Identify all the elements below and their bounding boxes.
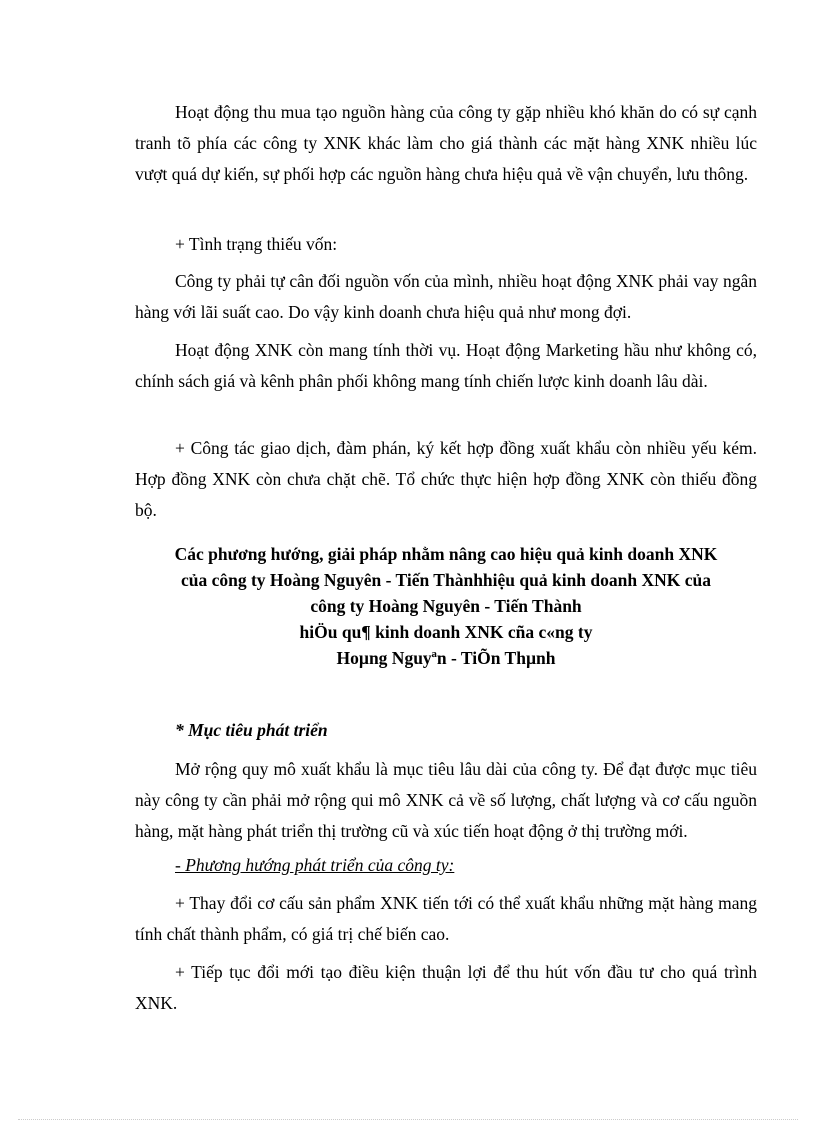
heading-line-2: của công ty Hoàng Nguyên - Tiến Thànhhiệu quả kinh doanh XNK của (180, 570, 712, 590)
page-bottom-rule (18, 1119, 798, 1120)
paragraph-seasonal-activity: Hoạt động XNK còn mang tính thời vụ. Hoạt động Marketing hầu như không có, chính sách giá và kênh phân phối không mang tính chiến lược kinh doanh lâu dài. (135, 340, 757, 391)
paragraph-capital-balance: Công ty phải tự cân đối nguồn vốn của mình, nhiều hoạt động XNK phải vay ngân hàng với lãi suất cao. Do vậy kinh doanh chưa hiệu quả như mong đợi. (135, 271, 757, 322)
paragraph-expand-export: Mở rộng quy mô xuất khẩu là mục tiêu lâu dài của công ty. Để đạt được mục tiêu này công ty cần phải mở rộng qui mô XNK cả về số lượng, chất lượng và cơ cấu nguồn hàng, mặt hàng phát triển thị trường cũ và xúc tiến hoạt động ở thị trường mới. (135, 759, 757, 841)
heading-line-3: công ty Hoàng Nguyên - Tiến Thành (310, 596, 582, 616)
section-heading (120, 541, 772, 671)
paragraph-attract-investment: + Tiếp tục đổi mới tạo điều kiện thuận lợi để thu hút vốn đầu tư cho quá trình XNK. (135, 962, 757, 1013)
subheading-development-goal: * Mục tiêu phát triển (175, 720, 328, 740)
subheading-development-direction: - Phương hướng phát triển của công ty: (175, 855, 455, 875)
paragraph-purchasing-difficulties: Hoạt động thu mua tạo nguồn hàng của công ty gặp nhiều khó khăn do có sự cạnh tranh tõ phía các công ty XNK khác làm cho giá thành các mặt hàng XNK nhiều lúc vượt quá dự kiến, sự phối hợp các nguồn hàng chưa hiệu quả về vận chuyển, lưu thông. (135, 102, 757, 184)
paragraph-contract-weakness: + Công tác giao dịch, đàm phán, ký kết hợp đồng xuất khẩu còn nhiều yếu kém. Hợp đồng XNK còn chưa chặt chẽ. Tổ chức thực hiện hợp đồng XNK còn thiếu đồng bộ. (135, 438, 757, 520)
heading-line-4: hiÖu qu¶ kinh doanh XNK cña c«ng ty (299, 622, 593, 642)
heading-line-5: Hoµng Nguyªn - TiÕn Thµnh (336, 648, 556, 668)
paragraph-capital-shortage-title: + Tình trạng thiếu vốn: (175, 234, 338, 254)
paragraph-change-product-structure: + Thay đổi cơ cấu sản phẩm XNK tiến tới có thể xuất khẩu những mặt hàng mang tính chất thành phẩm, có giá trị chế biến cao. (135, 893, 757, 944)
heading-line-1: Các phương hướng, giải pháp nhằm nâng cao hiệu quả kinh doanh XNK (174, 544, 718, 564)
